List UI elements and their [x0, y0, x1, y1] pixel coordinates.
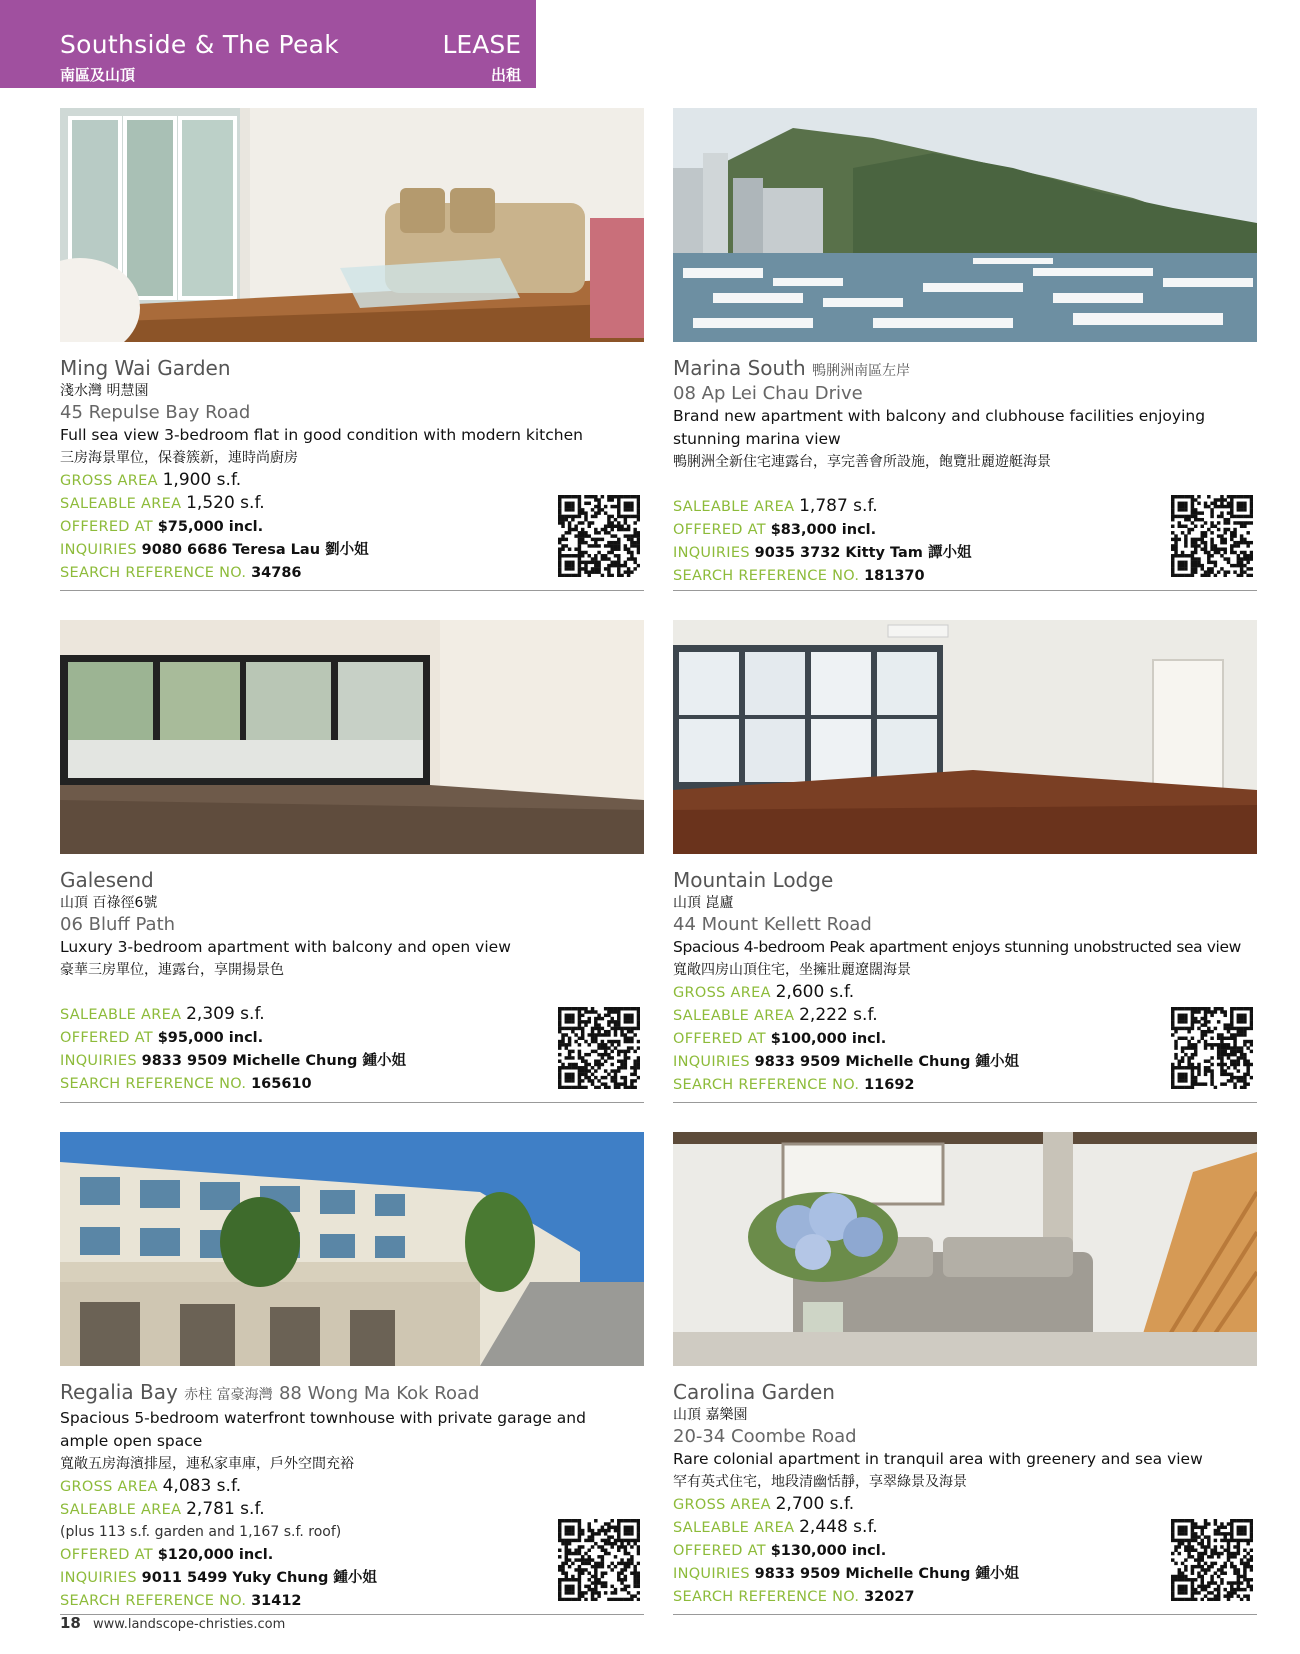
- gross-area-label: GROSS AREA: [60, 473, 158, 489]
- inquiries-value: 9833 9509 Michelle Chung 鍾小姐: [754, 1054, 1019, 1070]
- listing-description: Full sea view 3-bedroom flat in good condition with modern kitchen: [60, 426, 583, 444]
- listing-description: Spacious 5-bedroom waterfront townhouse with private garage and ample open space: [60, 1409, 586, 1450]
- offered-at-label: OFFERED AT: [60, 519, 153, 535]
- inquiries-label: INQUIRIES: [60, 1053, 137, 1069]
- gross-area-row: [673, 981, 1257, 1004]
- inquiries-label: INQUIRIES: [673, 1054, 750, 1070]
- inquiries-row: [673, 541, 1257, 564]
- listing-address: 08 Ap Lei Chau Drive: [673, 383, 863, 404]
- listing-description-zh: 豪華三房單位，連露台，享開揚景色: [60, 962, 284, 978]
- offered-at-label: OFFERED AT: [673, 522, 766, 538]
- listing-description-zh: 三房海景單位，保養簇新，連時尚廚房: [60, 450, 298, 466]
- listing-card: [60, 620, 644, 1105]
- saleable-area-row: [673, 1516, 1257, 1539]
- saleable-area-value: 2,222 s.f.: [799, 1005, 878, 1025]
- divider: [673, 1614, 1257, 1615]
- saleable-area-label: SALEABLE AREA: [60, 1007, 182, 1023]
- search-ref-label: SEARCH REFERENCE NO.: [60, 1076, 247, 1092]
- listing-card: [60, 1132, 644, 1617]
- divider: [60, 1102, 644, 1103]
- search-ref-label: SEARCH REFERENCE NO.: [673, 1077, 860, 1093]
- gross-area-value: 2,700 s.f.: [775, 1494, 855, 1514]
- search-ref-row: [60, 1072, 644, 1095]
- saleable-area-row: [60, 492, 644, 515]
- search-ref-label: SEARCH REFERENCE NO.: [60, 565, 247, 581]
- saleable-area-row: [60, 1498, 644, 1521]
- listing-name: Galesend: [60, 868, 154, 892]
- listing-card: [673, 108, 1257, 593]
- website-link[interactable]: www.landscope-christies.com: [93, 1617, 286, 1632]
- gross-area-value: 1,900 s.f.: [162, 470, 242, 490]
- listing-address: 06 Bluff Path: [60, 914, 176, 935]
- lease-label-zh: 出租: [490, 66, 521, 84]
- inquiries-value: 9080 6686 Teresa Lau 劉小姐: [141, 542, 369, 558]
- inquiries-value: 9011 5499 Yuky Chung 鍾小姐: [141, 1570, 377, 1586]
- divider: [673, 590, 1257, 591]
- listing-card: [60, 108, 644, 593]
- offered-at-label: OFFERED AT: [673, 1543, 766, 1559]
- offered-at-label: OFFERED AT: [60, 1547, 153, 1563]
- saleable-area-label: SALEABLE AREA: [673, 499, 795, 515]
- listing-description-zh: 鴨脷洲全新住宅連露台，享完善會所設施，飽覽壯麗遊艇海景: [673, 454, 1051, 470]
- offered-at-row: [60, 1543, 644, 1566]
- qr-code-icon[interactable]: [1171, 495, 1253, 577]
- listing-name: Regalia Bay: [60, 1380, 178, 1404]
- offered-at-row: [673, 518, 1257, 541]
- inquiries-label: INQUIRIES: [673, 1566, 750, 1582]
- divider: [60, 590, 644, 591]
- listing-description-zh: 罕有英式住宅，地段清幽恬靜，享翠綠景及海景: [673, 1474, 967, 1490]
- inquiries-value: 9833 9509 Michelle Chung 鍾小姐: [754, 1566, 1019, 1582]
- inquiries-label: INQUIRIES: [60, 1570, 137, 1586]
- listing-name-zh: 鴨脷洲南區左岸: [812, 363, 911, 379]
- inquiries-label: INQUIRIES: [60, 542, 137, 558]
- listing-name-row: [673, 356, 1257, 383]
- gross-area-label: GROSS AREA: [60, 1479, 158, 1495]
- section-title: Southside & The Peak: [60, 30, 340, 59]
- area-note: (plus 113 s.f. garden and 1,167 s.f. roof): [60, 1524, 342, 1540]
- offered-at-row: [673, 1539, 1257, 1562]
- section-header: [0, 0, 536, 88]
- inquiries-value: 9833 9509 Michelle Chung 鍾小姐: [141, 1053, 406, 1069]
- lease-label: LEASE: [442, 30, 521, 59]
- listing-description-zh: 寬敞四房山頂住宅，坐擁壯麗遼闊海景: [673, 962, 911, 978]
- inquiries-row: [673, 1562, 1257, 1585]
- search-ref-value: 32027: [864, 1589, 915, 1605]
- listing-name-zh: 淺水灣 明慧園: [60, 383, 149, 399]
- search-ref-row: [60, 1589, 644, 1612]
- listing-address: 88 Wong Ma Kok Road: [278, 1383, 480, 1404]
- listing-address: 20-34 Coombe Road: [673, 1426, 857, 1447]
- qr-code-icon[interactable]: [558, 1007, 640, 1089]
- gross-area-row: [673, 1493, 1257, 1516]
- saleable-area-label: SALEABLE AREA: [60, 1502, 182, 1518]
- townhouse-photo[interactable]: [60, 1132, 644, 1366]
- search-ref-row: [673, 1073, 1257, 1096]
- saleable-area-value: 1,520 s.f.: [186, 493, 265, 513]
- offered-at-row: [60, 515, 644, 538]
- offered-at-label: OFFERED AT: [673, 1031, 766, 1047]
- page-number: 18: [60, 1614, 81, 1632]
- search-ref-value: 34786: [251, 565, 302, 581]
- listing-name: Marina South: [673, 356, 806, 380]
- offered-at-value: $95,000 incl.: [157, 1030, 264, 1046]
- offered-at-row: [673, 1027, 1257, 1050]
- listing-description: Rare colonial apartment in tranquil area with greenery and sea view: [673, 1450, 1203, 1468]
- gross-area-value: 2,600 s.f.: [775, 982, 855, 1002]
- search-ref-row: [673, 1585, 1257, 1608]
- divider: [673, 1102, 1257, 1103]
- inquiries-row: [673, 1050, 1257, 1073]
- search-ref-value: 11692: [864, 1077, 915, 1093]
- saleable-area-label: SALEABLE AREA: [673, 1008, 795, 1024]
- listing-name-zh: 山頂 崑廬: [673, 895, 734, 911]
- offered-at-value: $130,000 incl.: [770, 1543, 887, 1559]
- listing-card: [673, 620, 1257, 1105]
- marina-photo[interactable]: [673, 108, 1257, 342]
- living-room-photo[interactable]: [60, 108, 644, 342]
- listing-address: 44 Mount Kellett Road: [673, 914, 872, 935]
- saleable-area-row: [673, 495, 1257, 518]
- gross-area-label: GROSS AREA: [673, 1497, 771, 1513]
- inquiries-row: [60, 538, 644, 561]
- qr-code-icon[interactable]: [1171, 1007, 1253, 1089]
- empty-room-photo[interactable]: [60, 620, 644, 854]
- listing-description-zh: 寬敞五房海濱排屋，連私家車庫，戶外空間充裕: [60, 1456, 354, 1472]
- bright-room-photo[interactable]: [673, 620, 1257, 854]
- section-title-zh: 南區及山頂: [60, 66, 136, 84]
- sofa-flowers-photo[interactable]: [673, 1132, 1257, 1366]
- qr-code-icon[interactable]: [1171, 1519, 1253, 1601]
- search-ref-value: 165610: [251, 1076, 312, 1092]
- search-ref-label: SEARCH REFERENCE NO.: [673, 568, 860, 584]
- saleable-area-label: SALEABLE AREA: [673, 1520, 795, 1536]
- listing-name: Mountain Lodge: [673, 868, 834, 892]
- listing-name-zh: 山頂 嘉樂園: [673, 1407, 748, 1423]
- gross-area-row: [60, 469, 644, 492]
- search-ref-label: SEARCH REFERENCE NO.: [60, 1593, 247, 1609]
- offered-at-value: $120,000 incl.: [157, 1547, 274, 1563]
- gross-area-value: 4,083 s.f.: [162, 1476, 242, 1496]
- saleable-area-label: SALEABLE AREA: [60, 496, 182, 512]
- listing-name-row: [60, 1380, 644, 1407]
- inquiries-row: [60, 1566, 644, 1589]
- listing-address: 45 Repulse Bay Road: [60, 402, 251, 423]
- qr-code-icon[interactable]: [558, 1519, 640, 1601]
- listing-card: [673, 1132, 1257, 1617]
- search-ref-row: [673, 564, 1257, 587]
- gross-area-label: GROSS AREA: [673, 985, 771, 1001]
- search-ref-value: 181370: [864, 568, 925, 584]
- gross-area-row: [60, 1475, 644, 1498]
- listing-name-zh: 山頂 百祿徑6號: [60, 895, 158, 911]
- offered-at-row: [60, 1026, 644, 1049]
- listing-description: Luxury 3-bedroom apartment with balcony and open view: [60, 938, 511, 956]
- listing-description: Brand new apartment with balcony and clubhouse facilities enjoying stunning marina view: [673, 407, 1206, 448]
- listing-name: Ming Wai Garden: [60, 356, 231, 380]
- offered-at-value: $83,000 incl.: [770, 522, 877, 538]
- qr-code-icon[interactable]: [558, 495, 640, 577]
- listing-name-zh: 赤柱 富豪海灣: [184, 1387, 273, 1403]
- inquiries-row: [60, 1049, 644, 1072]
- inquiries-label: INQUIRIES: [673, 545, 750, 561]
- inquiries-value: 9035 3732 Kitty Tam 譚小姐: [754, 545, 972, 561]
- saleable-area-value: 2,309 s.f.: [186, 1004, 265, 1024]
- search-ref-label: SEARCH REFERENCE NO.: [673, 1589, 860, 1605]
- saleable-area-value: 1,787 s.f.: [799, 496, 878, 516]
- offered-at-label: OFFERED AT: [60, 1030, 153, 1046]
- saleable-area-value: 2,448 s.f.: [799, 1517, 878, 1537]
- listing-description: Spacious 4-bedroom Peak apartment enjoys stunning unobstructed sea view: [673, 938, 1241, 956]
- offered-at-value: $75,000 incl.: [157, 519, 264, 535]
- saleable-area-row: [60, 1003, 644, 1026]
- search-ref-row: [60, 561, 644, 584]
- offered-at-value: $100,000 incl.: [770, 1031, 887, 1047]
- saleable-area-row: [673, 1004, 1257, 1027]
- search-ref-value: 31412: [251, 1593, 302, 1609]
- page-footer: [60, 1614, 285, 1632]
- listing-name: Carolina Garden: [673, 1380, 835, 1404]
- saleable-area-value: 2,781 s.f.: [186, 1499, 265, 1519]
